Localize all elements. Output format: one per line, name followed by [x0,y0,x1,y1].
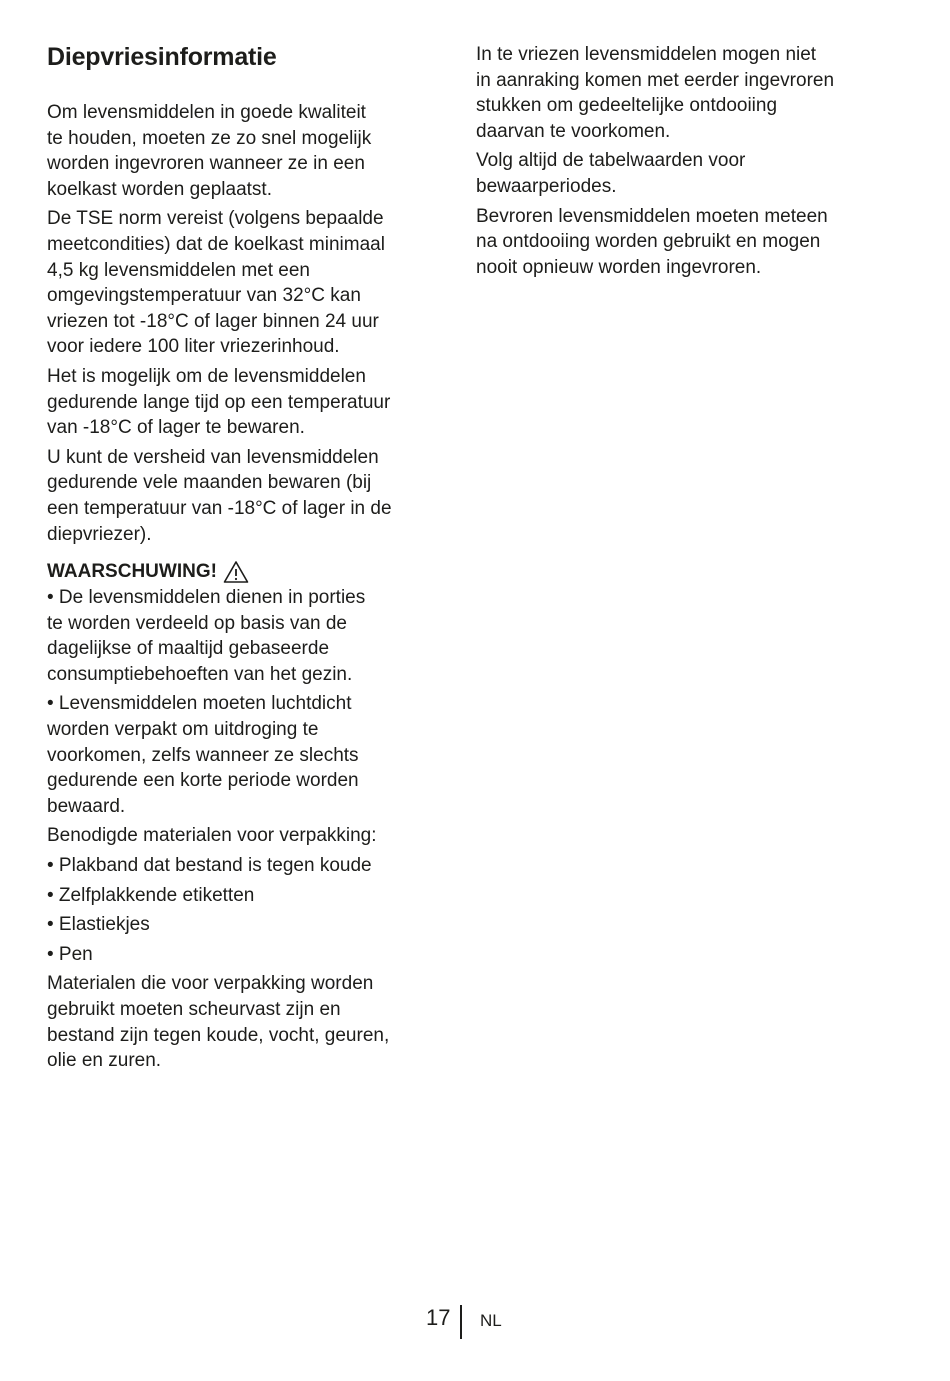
intro-paragraph-1: Om levensmiddelen in goede kwaliteit te houden, moeten ze zo snel mogelijk worden ingevroren wanneer ze in een koelkast worden geplaatst. [47,102,372,200]
materials-intro: Benodigde materialen voor verpakking: [47,825,377,847]
right-paragraph-3: Bevroren levensmiddelen moeten meteen na ontdooiing worden gebruikt en mogen nooit opnieuw worden ingevroren. [476,205,828,278]
warning-triangle-icon [223,560,249,584]
warning-heading [47,559,437,585]
page-title: Diepvriesinformatie [47,43,277,71]
language-code: NL [480,1311,502,1330]
right-paragraph-1: In te vriezen levensmiddelen mogen niet in aanraking komen met eerder ingevroren stukken om gedeeltelijke ontdooiing daarvan te voorkomen. [476,44,835,142]
material-item-pen: • Pen [47,943,93,965]
page-footer [0,1305,950,1341]
right-paragraph-2: Volg altijd de tabelwaarden voor bewaarperiodes. [476,150,746,197]
right-column [476,42,886,284]
material-item-labels: • Zelfplakkende etiketten [47,884,255,906]
page-number: 17 [426,1305,451,1330]
warning-label: WAARSCHUWING! [47,561,217,583]
footer-divider [460,1305,462,1339]
intro-paragraph-3: Het is mogelijk om de levensmiddelen gedurende lange tijd op een temperatuur van -18°C of lager te bewaren. [47,365,391,439]
warning-bullet-1: • De levensmiddelen dienen in porties te worden verdeeld op basis van de dagelijkse of maaltijd gebaseerde consumptiebehoeften van het gezin. [47,587,366,685]
intro-paragraph-4: U kunt de versheid van levensmiddelen gedurende vele maanden bewaren (bij een temperatuur van -18°C of lager in de diepvriezer). [47,446,392,545]
material-item-rubber-bands: • Elastiekjes [47,914,150,936]
left-column [47,40,437,1078]
warning-bullet-2: • Levensmiddelen moeten luchtdicht worden verpakt om uitdroging te voorkomen, zelfs wanneer ze slechts gedurende een korte periode worden bewaard. [47,693,359,817]
material-item-tape: • Plakband dat bestand is tegen koude [47,855,372,877]
intro-paragraph-2: De TSE norm vereist (volgens bepaalde meetcondities) dat de koelkast minimaal 4,5 kg levensmiddelen met een omgevingstemperatuur van 32°C kan vriezen tot -18°C of lager binnen 24 uur voor iedere 100 liter vriezerinhoud. [47,208,385,358]
closing-paragraph: Materialen die voor verpakking worden gebruikt moeten scheurvast zijn en bestand zijn tegen koude, vocht, geuren, olie en zuren. [47,973,390,1072]
